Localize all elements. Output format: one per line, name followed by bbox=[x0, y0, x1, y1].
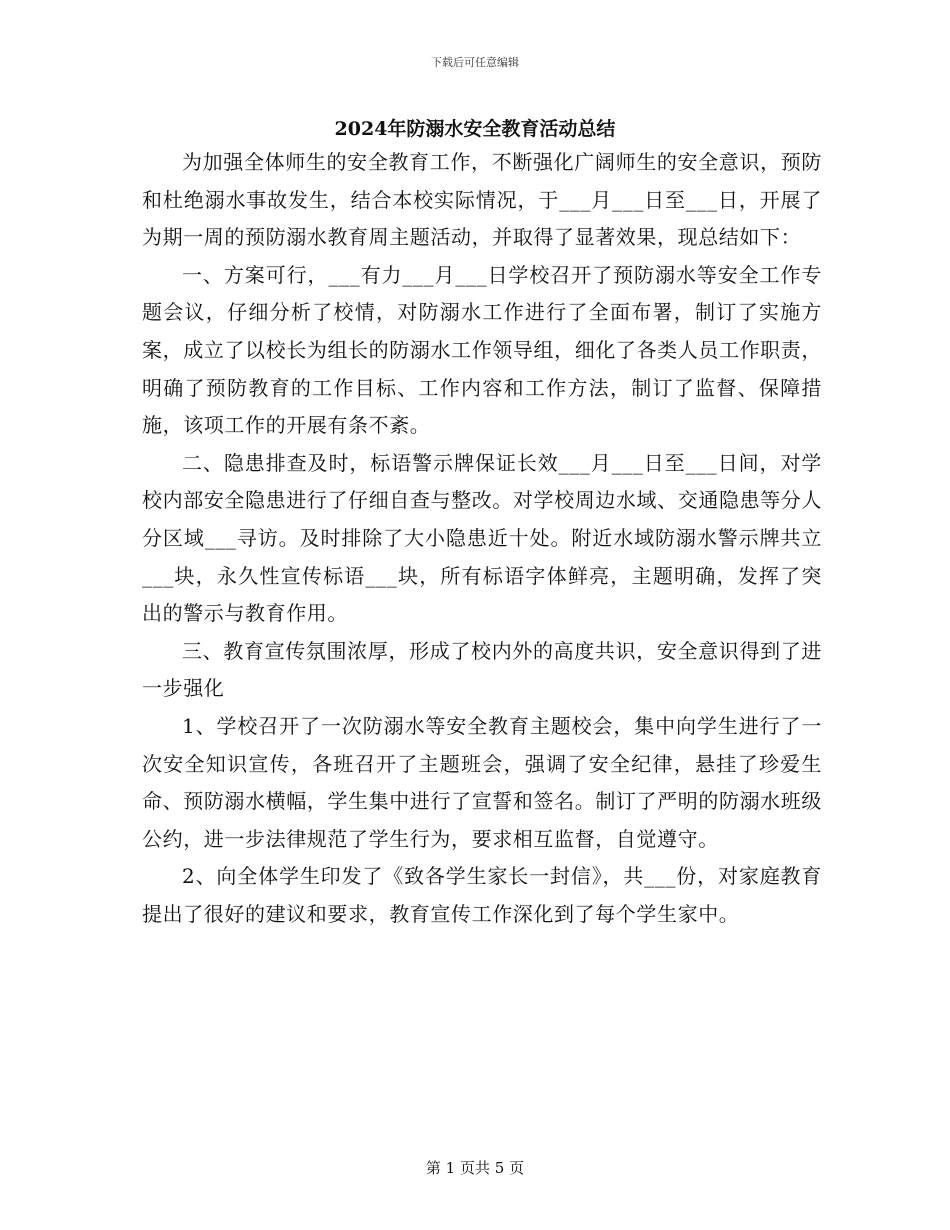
document-title: 2024年防溺水安全教育活动总结 bbox=[334, 118, 616, 140]
intro-paragraph: 为加强全体师生的安全教育工作，不断强化广阔师生的安全意识，预防和杜绝溺水事故发生，结合本校实际情况，于___月___日至___日，开展了为期一周的预防溺水教育周主题活动，并取得了显著效果，现总结如下： bbox=[142, 150, 822, 250]
document-body bbox=[142, 144, 822, 933]
section-one-paragraph: 一、方案可行，___有力___月___日学校召开了预防溺水等安全工作专题会议，仔细分析了校情，对防溺水工作进行了全面布署，制订了实施方案，成立了以校长为组长的防溺水工作领导组，细化了各类人员工作职责，明确了预防教育的工作目标、工作内容和工作方法，制订了监督、保障措施，该项工作的开展有条不紊。 bbox=[142, 262, 822, 438]
header-note: 下载后可任意编辑 bbox=[431, 56, 519, 69]
item-two-paragraph: 2、向全体学生印发了《致各学生家长一封信》，共___份，对家庭教育提出了很好的建议和要求，教育宣传工作深化到了每个学生家中。 bbox=[142, 864, 822, 926]
page-number: 第 1 页共 5 页 bbox=[425, 1159, 525, 1177]
section-two-paragraph: 二、隐患排查及时，标语警示牌保证长效___月___日至___日间，对学校内部安全隐患进行了仔细自查与整改。对学校周边水域、交通隐患等分人分区域___寻访。及时排除了大小隐患近十处。附近水域防溺水警示牌共立___块，永久性宣传标语___块，所有标语字体鲜亮，主题明确，发挥了突出的警示与教育作用。 bbox=[142, 450, 822, 626]
section-three-heading: 三、教育宣传氛围浓厚，形成了校内外的高度共识，安全意识得到了进一步强化 bbox=[142, 638, 822, 701]
item-one-paragraph: 1、学校召开了一次防溺水等安全教育主题校会，集中向学生进行了一次安全知识宣传，各班召开了主题班会，强调了安全纪律，悬挂了珍爱生命、预防溺水横幅，学生集中进行了宣誓和签名。制订了严明的防溺水班级公约，进一步法律规范了学生行为，要求相互监督，自觉遵守。 bbox=[142, 713, 822, 851]
